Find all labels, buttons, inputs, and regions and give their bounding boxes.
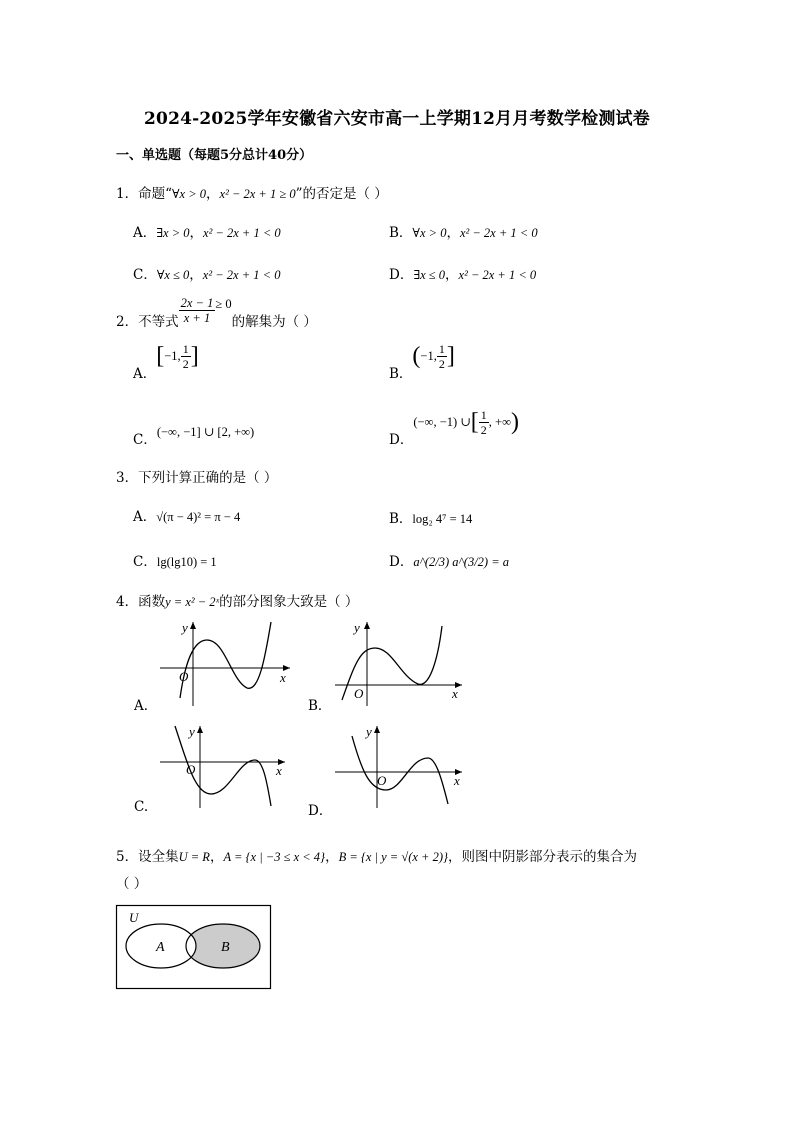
- axis-x-label: x: [276, 763, 282, 778]
- section-heading: 一、单选题（每题5分总计40分）: [116, 148, 313, 163]
- q1-option-d[interactable]: D．∃x ≤ 0，x² − 2x + 1 < 0: [389, 267, 537, 283]
- axis-y-label: y: [182, 620, 188, 635]
- question-3-stem: 3．下列计算正确的是（ ）: [116, 470, 278, 486]
- q5-venn-diagram: [115, 904, 273, 990]
- q4-graph-d[interactable]: [330, 722, 475, 812]
- origin-label: O: [179, 669, 189, 684]
- q3-option-d[interactable]: D．a^(2/3) a^(3/2) = a: [389, 554, 510, 570]
- axis-y-label: y: [366, 724, 372, 739]
- q4-option-b-label[interactable]: B．: [308, 698, 332, 714]
- q2-option-b[interactable]: B．(−1, $\frac{1}{2}$ ]: [389, 342, 455, 382]
- q2-option-d[interactable]: D．(−∞, −1) ∪[ $\frac{1}{2}$ , +∞): [389, 408, 519, 448]
- question-4-stem: 4．函数y = x² − 2ˣ的部分图象大致是（ ）: [116, 594, 359, 610]
- question-5-stem: 5．设全集U = R，A = {x | −3 ≤ x < 4}，B = {x | y = √(x + 2)}，则图中阴影部分表示的集合为: [116, 849, 638, 865]
- q2-option-a[interactable]: A．[−1, $\frac{1}{2}$ ]: [133, 342, 199, 382]
- q2-fraction: $\frac{2x - 1}{x + 1}$: [180, 296, 214, 325]
- q4-graph-a[interactable]: [155, 618, 300, 710]
- question-2-stem: 2．不等式 $\frac{2x - 1}{x + 1}$ ≥ 0的解集为（ ）: [116, 296, 317, 330]
- q4-graph-c[interactable]: [155, 722, 300, 812]
- q3-option-c[interactable]: C．lg(lg10) = 1: [133, 554, 217, 570]
- q1-option-c[interactable]: C．∀x ≤ 0，x² − 2x + 1 < 0: [133, 267, 281, 283]
- q1-option-b[interactable]: B．∀x > 0，x² − 2x + 1 < 0: [389, 225, 538, 241]
- q3-option-a[interactable]: A．√(π − 4)² = π − 4: [133, 509, 241, 525]
- axis-x-label: x: [452, 686, 458, 701]
- question-5-paren: （ ）: [116, 876, 148, 892]
- q4-option-d-label[interactable]: D．: [308, 803, 333, 819]
- q2-option-c[interactable]: C．(−∞, −1] ∪ [2, +∞): [133, 425, 255, 448]
- q4-graph-b[interactable]: [330, 618, 475, 710]
- axis-y-label: y: [354, 620, 360, 635]
- origin-label: O: [377, 773, 387, 788]
- origin-label: O: [186, 762, 196, 777]
- venn-a-label: A: [156, 940, 165, 955]
- q4-option-c-label[interactable]: C.: [134, 799, 149, 815]
- q3-option-b[interactable]: B．log₂ 4⁷ = 14: [389, 511, 473, 527]
- venn-b-label: B: [221, 940, 230, 955]
- axis-x-label: x: [280, 670, 286, 685]
- question-1-stem: 1．命题“∀x > 0，x² − 2x + 1 ≥ 0”的否定是（ ）: [116, 186, 388, 202]
- axis-x-label: x: [454, 773, 460, 788]
- exam-title: 2024-2025学年安徽省六安市高一上学期12月月考数学检测试卷: [144, 109, 650, 129]
- q4-option-a-label[interactable]: A．: [134, 698, 158, 714]
- venn-u-label: U: [129, 910, 139, 925]
- axis-y-label: y: [189, 724, 195, 739]
- origin-label: O: [354, 686, 364, 701]
- q1-option-a[interactable]: A．∃x > 0，x² − 2x + 1 < 0: [133, 225, 281, 241]
